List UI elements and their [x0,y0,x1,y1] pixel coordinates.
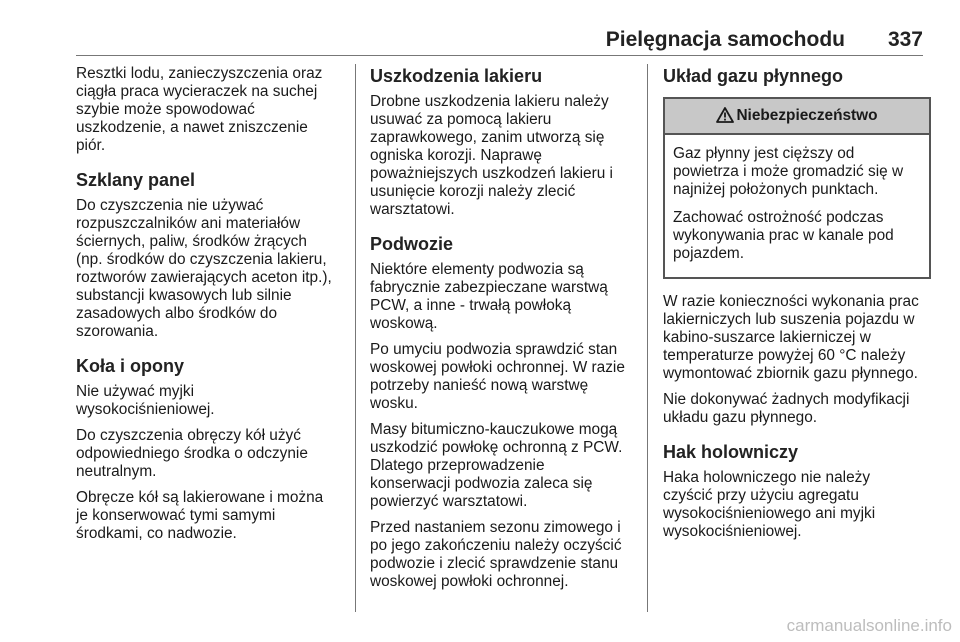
underbody-text-3: Masy bitumiczno-kauczukowe mogą uszkodzić powłokę ochronną z PCW. Dlatego przeprowadzenie konserwacji podwozia zaleca się powierzyć warsztatowi. [370,421,623,510]
lpg-text-2: Nie dokonywać żadnych modyfikacji układu gazu płynnego. [663,391,910,426]
column-divider-2 [647,64,648,612]
underbody-text-4: Przed nastaniem sezonu zimowego i po jego zakończeniu należy oczyścić podwozie i zlecić sprawdzenie stanu woskowej powłoki ochronnej. [370,519,622,590]
underbody-text-2: Po umyciu podwozia sprawdzić stan woskowej powłoki ochronnej. W razie potrzeby nanieść nową warstwę wosku. [370,341,625,412]
danger-box-body [665,135,929,277]
wiper-intro-text: Resztki lodu, zanieczyszczenia oraz ciągła praca wycieraczek na suchej szybie może spowodować uszkodzenie, a nawet zniszczenie piór. [76,65,323,154]
paint-damage-text: Drobne uszkodzenia lakieru należy usuwać za pomocą lakieru zaprawkowego, zanim utworzą się ogniska korozji. Naprawę poważniejszych uszkodzeń lakieru i usunięcie korozji należy zlecić warsztatowi. [370,93,613,218]
column-1 [76,65,346,551]
towbar-text: Haka holowniczego nie należy czyścić przy użyciu agregatu wysokociśnieniowego ani myjki wysokociśnieniowej. [663,469,876,540]
column-divider-1 [355,64,356,612]
page-title: Pielęgnacja samochodu [605,28,845,51]
paint-damage-heading: Uszkodzenia lakieru [370,66,543,86]
danger-box-header [665,99,929,135]
lpg-text-1: W razie konieczności wykonania prac lakierniczych lub suszenia pojazdu w kabino-suszarce lakierniczej w temperaturze powyżej 60 °C należy wymontować zbiornik gazu płynnego. [663,293,919,382]
wheels-text-1: Nie używać myjki wysokociśnieniowej. [76,383,215,418]
page-number: 337 [887,28,923,51]
glass-heading: Szklany panel [76,170,196,190]
lpg-heading: Układ gazu płynnego [663,66,844,86]
danger-box-title: Niebezpieczeństwo [736,107,878,124]
header-rule [76,55,923,56]
page-header [76,22,923,56]
glass-text: Do czyszczenia nie używać rozpuszczalników ani materiałów ściernych, paliw, środków żrących (np. środków do czyszczenia lakieru, roztworów zawierających aceton itp.), substancji kwasowych lub silnie zasadowych albo środków do szorowania. [76,197,332,340]
wheels-heading: Koła i opony [76,356,184,376]
underbody-heading: Podwozie [370,234,454,254]
watermark: carmanualsonline.info [786,616,952,635]
danger-box [663,97,931,279]
column-3 [663,65,931,549]
danger-text-1: Gaz płynny jest cięższy od powietrza i może gromadzić się w najniżej położonych punktach. [673,145,904,198]
wheels-text-3: Obręcze kół są lakierowane i można je konserwować tymi samymi środkami, co nadwozie. [76,489,324,542]
danger-text-2: Zachować ostrożność podczas wykonywania prac w kanale pod pojazdem. [673,209,894,262]
underbody-text-1: Niektóre elementy podwozia są fabrycznie zabezpieczane warstwą PCW, a inne - trwałą powłoką woskową. [370,261,608,332]
towbar-heading: Hak holowniczy [663,442,799,462]
wheels-text-2: Do czyszczenia obręczy kół użyć odpowiedniego środka o odczynie neutralnym. [76,427,308,480]
column-2 [370,65,638,599]
warning-triangle-icon [716,107,734,123]
